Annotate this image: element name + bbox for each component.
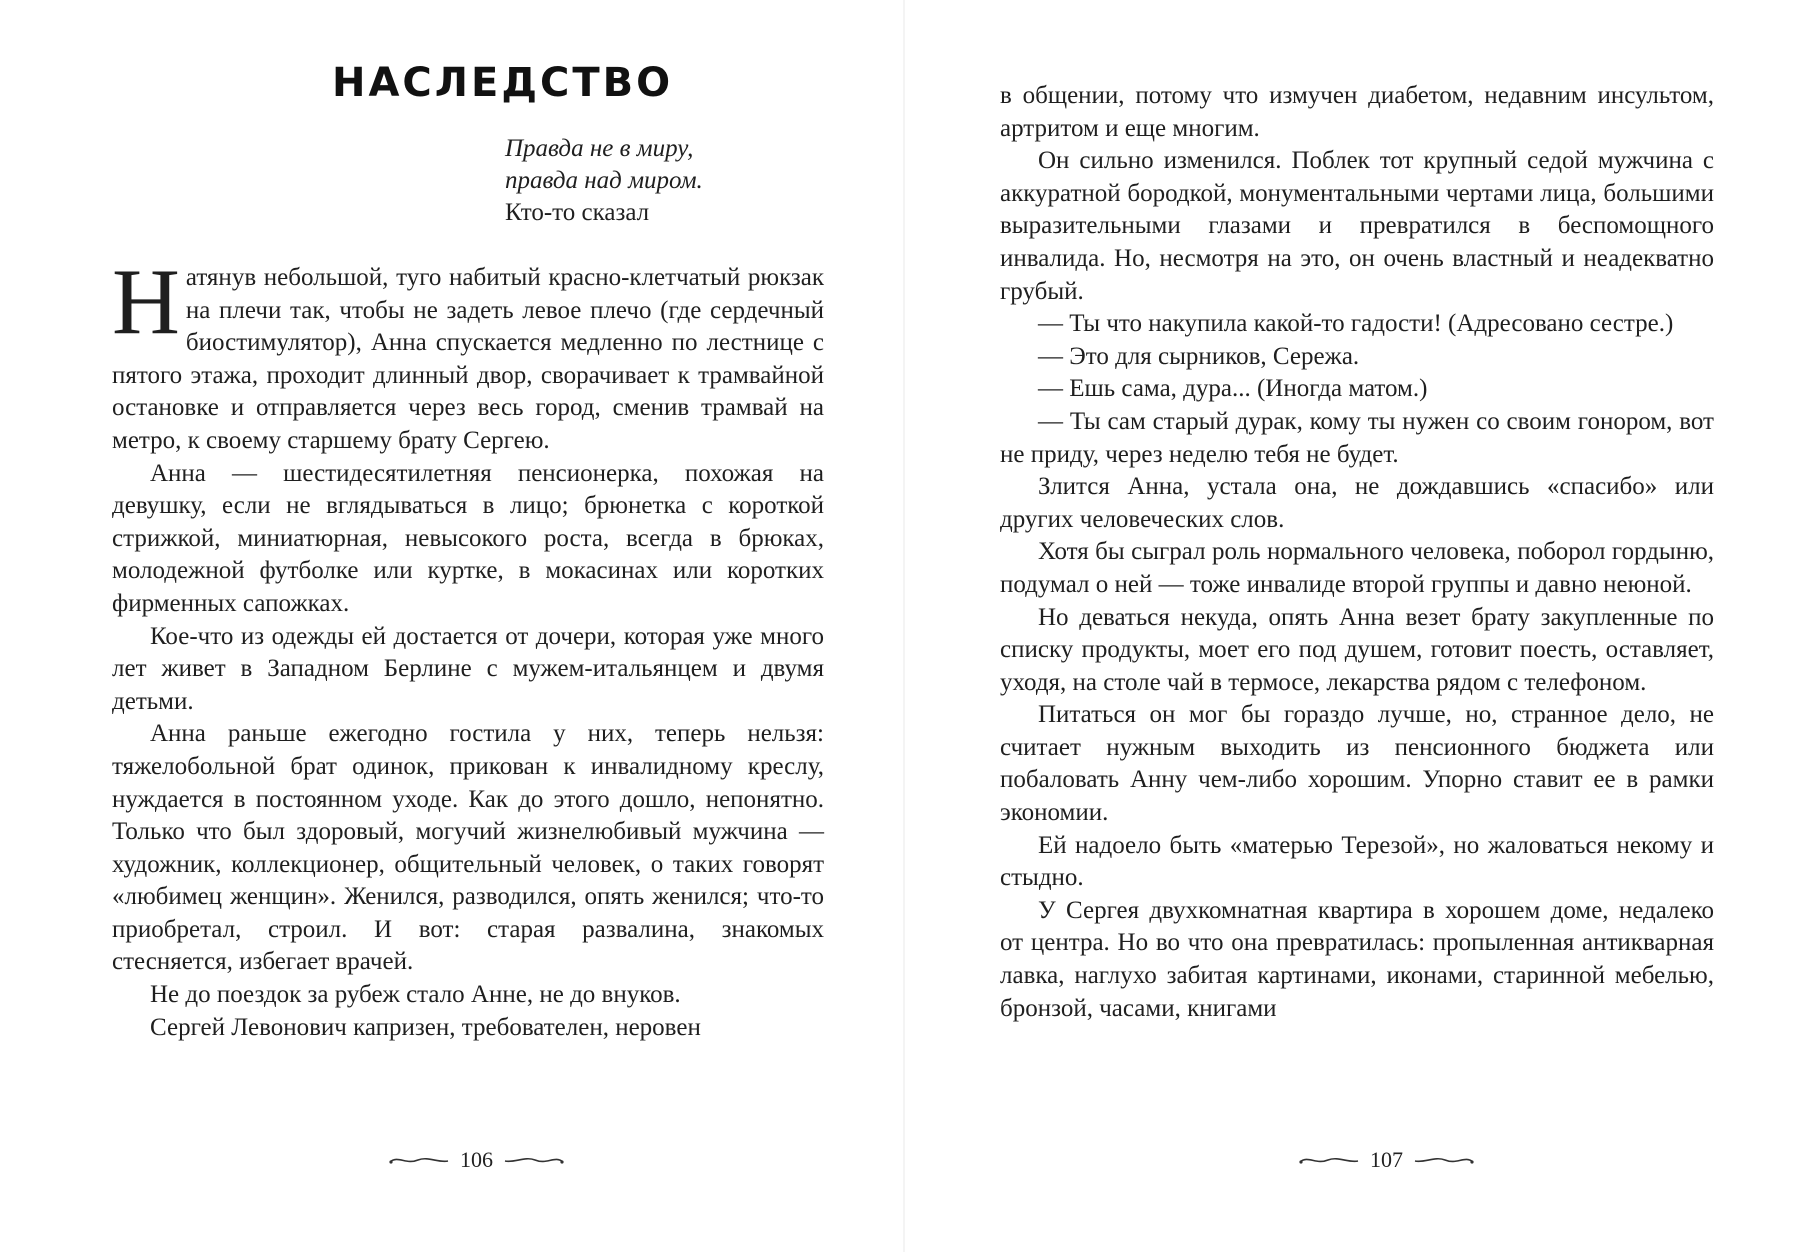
paragraph (112, 250, 824, 458)
left-body-text (112, 250, 824, 1044)
right-body-text (1000, 80, 1714, 1025)
paragraph: Хотя бы сыграл роль нормального человека, поборол гордыню, подумал о ней — тоже инвалиде второй группы и давно неюной. (1000, 538, 1714, 598)
paragraph: — Ты что накупила какой-то гадости! (Адресовано сестре.) (1038, 310, 1674, 338)
paragraph: У Сергея двухкомнатная квартира в хорошем доме, недалеко от центра. Но во что она превратилась: пропыленная антикварная лавка, наглухо забитая картинами, иконами, старинной мебелью, бронзой, часами, книгами (1000, 896, 1714, 1022)
paragraph: Ей надоело быть «матерью Терезой», но жаловаться некому и стыдно. (1000, 831, 1714, 892)
flourish-icon (1413, 1153, 1475, 1167)
epigraph (505, 133, 825, 229)
paragraph: Сергей Левонович капризен, требователен, неровен (150, 1013, 701, 1041)
paragraph: — Ешь сама, дура... (Иногда матом.) (1038, 375, 1428, 403)
paragraph: Анна — шестидесятилетняя пенсионерка, похожая на девушку, если не вглядываться в лицо; брюнетка с короткой стрижкой, миниатюрная, невысокого роста, всегда в брюках, молодежной футболке или куртке, в мокасинах или коротких фирменных сапожках. (112, 459, 824, 617)
flourish-icon (503, 1153, 565, 1167)
page-number-text: 106 (460, 1147, 493, 1172)
right-page (906, 0, 1812, 1252)
page-number-right (1298, 1147, 1475, 1173)
drop-cap: Н (112, 250, 180, 354)
epigraph-line-2: правда над миром. (505, 167, 703, 194)
paragraph: Питаться он мог бы гораздо лучше, но, странное дело, не считает нужным выходить из пенсионного бюджета или побаловать Анну чем-либо хорошим. Упорно ставит ее в рамки экономии. (1000, 701, 1714, 827)
paragraph: Злится Анна, устала она, не дождавшись «спасибо» или других человеческих слов. (1000, 473, 1714, 533)
paragraph: Кое-что из одежды ей достается от дочери, которая уже много лет живет в Западном Берлине с мужем-итальянцем и двумя детьми. (112, 622, 824, 715)
epigraph-author: Кто-то сказал (505, 199, 650, 226)
flourish-icon (388, 1153, 450, 1167)
paragraph: Анна раньше ежегодно гостила у них, теперь нельзя: тяжелобольной брат одинок, прикован к инвалидному креслу, нуждается в постоянном уходе. Как до этого дошло, непонятно. Только что был здоровый, могучий жизнелюбивый мужчина — художник, коллекционер, общительный человек, о таких говорят «любимец женщин». Женился, разводился, опять женился; что-то приобретал, строил. И вот: старая развалина, знакомых стесняется, избегает врачей. (112, 720, 824, 976)
paragraph: Но деваться некуда, опять Анна везет брату закупленные по списку продукты, моет его под душем, готовит поесть, оставляет, уходя, на столе чай в термосе, лекарства рядом с телефоном. (1000, 603, 1714, 696)
paragraph: — Это для сырников, Сережа. (1038, 342, 1360, 370)
paragraph: Он сильно изменился. Поблек тот крупный седой мужчина с аккуратной бородкой, монументальными чертами лица, большими выразительными глазами и превратился в беспомощного инвалида. Но, несмотря на это, он очень властный и неадекватно грубый. (1000, 147, 1714, 305)
paragraph: Не до поездок за рубеж стало Анне, не до внуков. (150, 981, 681, 1009)
page-number-left (388, 1147, 565, 1173)
left-page (0, 0, 900, 1252)
book-gutter (903, 0, 905, 1252)
paragraph-continuation: в общении, потому что измучен диабетом, недавним инсультом, артритом и еще многим. (1000, 82, 1714, 142)
page-number-text: 107 (1370, 1147, 1403, 1172)
paragraph-text: атянув небольшой, туго набитый красно-клетчатый рюкзак на плечи так, чтобы не задеть левое плечо (где сердечный биостимулятор), Анна спускается медленно по лестнице с пятого этажа, проходит длинный двор, сворачивает к трамвайной остановке и отправляется через весь город, сменив трамвай на метро, к своему старшему брату Сергею. (112, 264, 824, 454)
flourish-icon (1298, 1153, 1360, 1167)
paragraph: — Ты сам старый дурак, кому ты нужен со своим гонором, вот не приду, через неделю тебя не будет. (1000, 407, 1714, 468)
chapter-title: НАСЛЕДСТВО (332, 60, 674, 106)
epigraph-line-1: Правда не в миру, (505, 135, 694, 162)
